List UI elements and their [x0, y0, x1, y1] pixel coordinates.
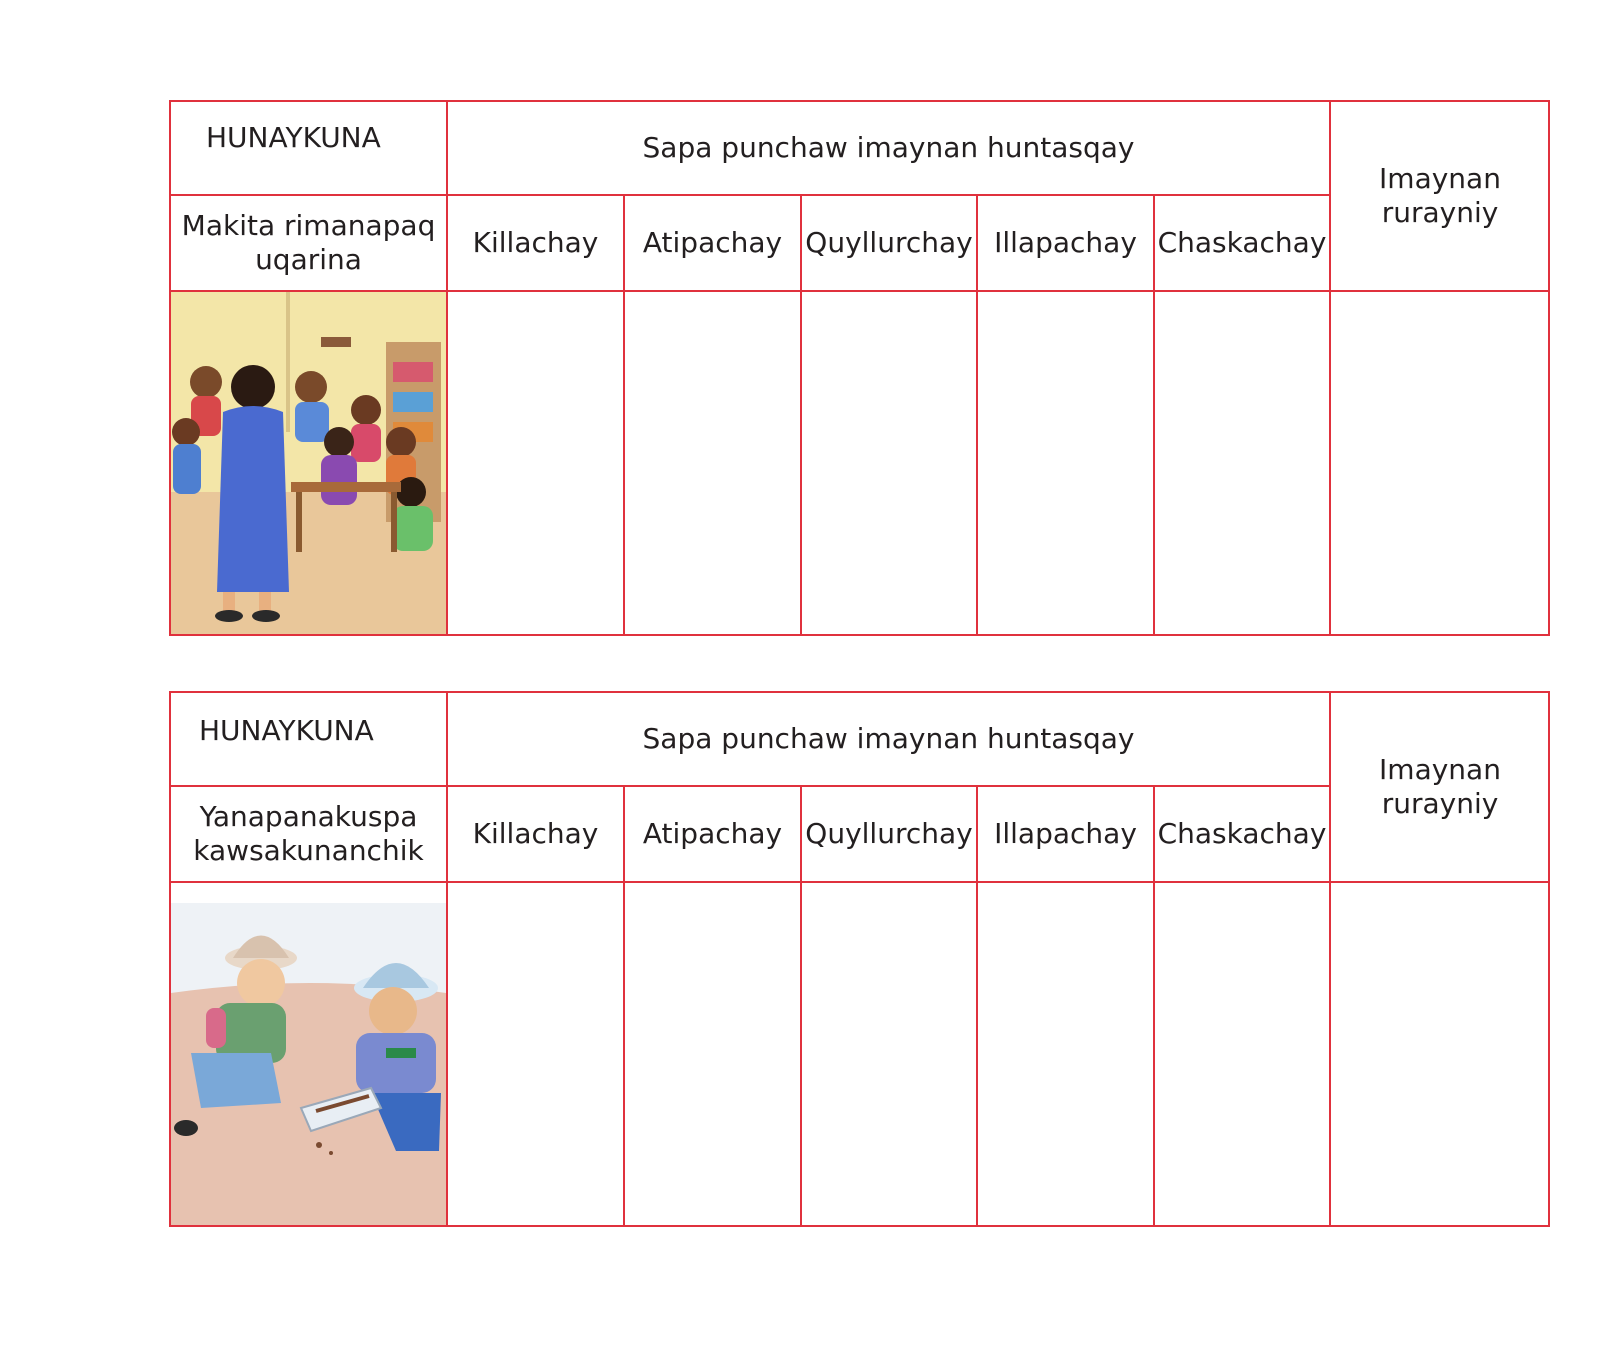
- day-atipachay: Atipachay: [642, 226, 783, 259]
- result-header: Imaynan rurayniy: [1379, 162, 1501, 229]
- day-illapachay: Illapachay: [994, 817, 1137, 850]
- schedule-header: Sapa punchaw imaynan huntasqay: [642, 131, 1135, 164]
- day-illapachay: Illapachay: [994, 226, 1137, 259]
- planting-illustration: [171, 883, 446, 1225]
- day-killachay: Killachay: [472, 817, 599, 850]
- day-quyllurchay: Quyllurchay: [805, 817, 973, 850]
- day-chaskachay: Chaskachay: [1157, 817, 1327, 850]
- schedule-header: Sapa punchaw imaynan huntasqay: [642, 722, 1135, 755]
- activity-title: Yanapanakuspa kawsakunanchik: [193, 800, 424, 867]
- day-quyllurchay: Quyllurchay: [805, 226, 973, 259]
- classroom-illustration: [171, 292, 446, 634]
- result-header: Imaynan rurayniy: [1379, 753, 1501, 820]
- activity-title: Makita rimanapaq uqarina: [181, 209, 436, 276]
- day-chaskachay: Chaskachay: [1157, 226, 1327, 259]
- section-label: HUNAYKUNA: [206, 121, 381, 154]
- section-label: HUNAYKUNA: [199, 714, 374, 747]
- day-killachay: Killachay: [472, 226, 599, 259]
- day-atipachay: Atipachay: [642, 817, 783, 850]
